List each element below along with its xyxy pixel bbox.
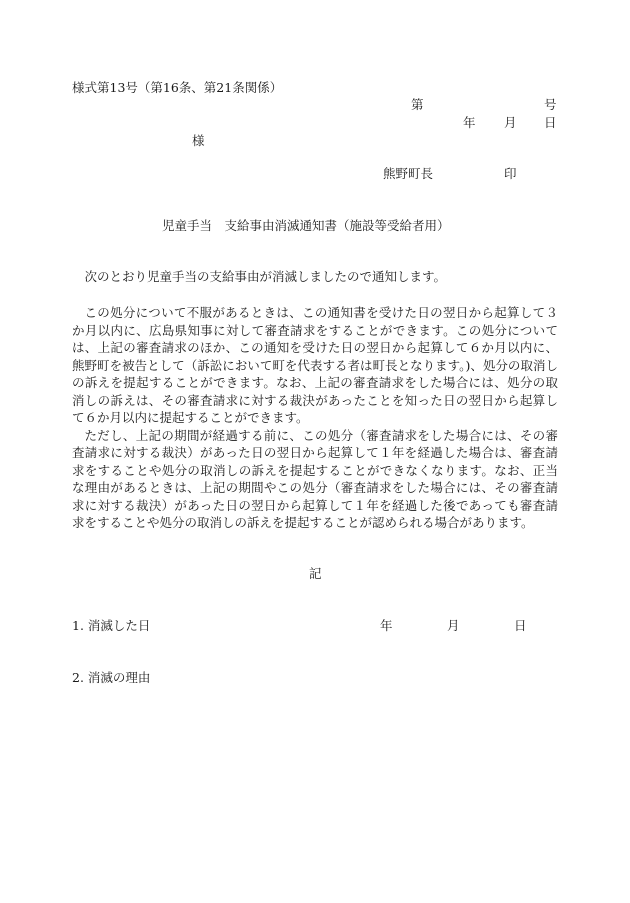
issue-date-year: 年 bbox=[463, 115, 476, 130]
notice-paragraph-2: ただし、上記の期間が経過する前に、この処分（審査請求をした場合には、その審査請求に対する裁決）があった日の翌日から起算して１年を経過した場合は、審査請求をすることや処分の取消しの訴えを提起することができなくなります。なお、正当な理由があるときは、上記の期間やこの処分（審査請求をした場合には、その審査請求に対する裁決）があった日の翌日から起算して１年を経過した後であっても審査請求をすることや処分の取消しの訴えを提起することが認められる場合があります。 bbox=[72, 427, 558, 530]
recipient-honorific: 様 bbox=[192, 133, 205, 148]
issue-date-day: 日 bbox=[544, 115, 557, 130]
document-title: 児童手当 支給事由消滅通知書（施設等受給者用） bbox=[162, 218, 450, 233]
item-label-extinction-reason: 2. 消滅の理由 bbox=[72, 670, 151, 685]
seal-mark: 印 bbox=[504, 166, 517, 181]
item-label-extinction-date: 1. 消滅した日 bbox=[72, 618, 151, 633]
intro-paragraph bbox=[72, 268, 558, 286]
notice-section bbox=[72, 304, 558, 532]
intro-text: 次のとおり児童手当の支給事由が消滅しましたので通知します。 bbox=[84, 269, 447, 284]
notice-paragraph-1: この処分について不服があるときは、この通知書を受けた日の翌日から起算して３か月以内に、広島県知事に対して審査請求をすることができます。この処分については、上記の審査請求のほか、この通知を受けた日の翌日から起算して６か月以内に、熊野町を被告として（訴訟において町を代表する者は町長となります。)、処分の取消しの訴えを提起することができます。なお、上記の審査請求をした場合には、処分の取消しの訴えは、その審査請求に対する裁決があったことを知った日の翌日から起算して６か月以内に提起することができます。 bbox=[72, 305, 558, 425]
form-number: 様式第13号（第16条、第21条関係） bbox=[72, 80, 283, 95]
doc-number-suffix: 号 bbox=[544, 97, 557, 112]
extinction-date-month: 月 bbox=[447, 618, 460, 633]
record-mark: 記 bbox=[309, 566, 322, 581]
issuer-name: 熊野町長 bbox=[383, 166, 434, 181]
doc-number-prefix: 第 bbox=[411, 97, 424, 112]
extinction-date-day: 日 bbox=[514, 618, 527, 633]
issue-date-month: 月 bbox=[504, 115, 517, 130]
extinction-date-year: 年 bbox=[380, 618, 393, 633]
